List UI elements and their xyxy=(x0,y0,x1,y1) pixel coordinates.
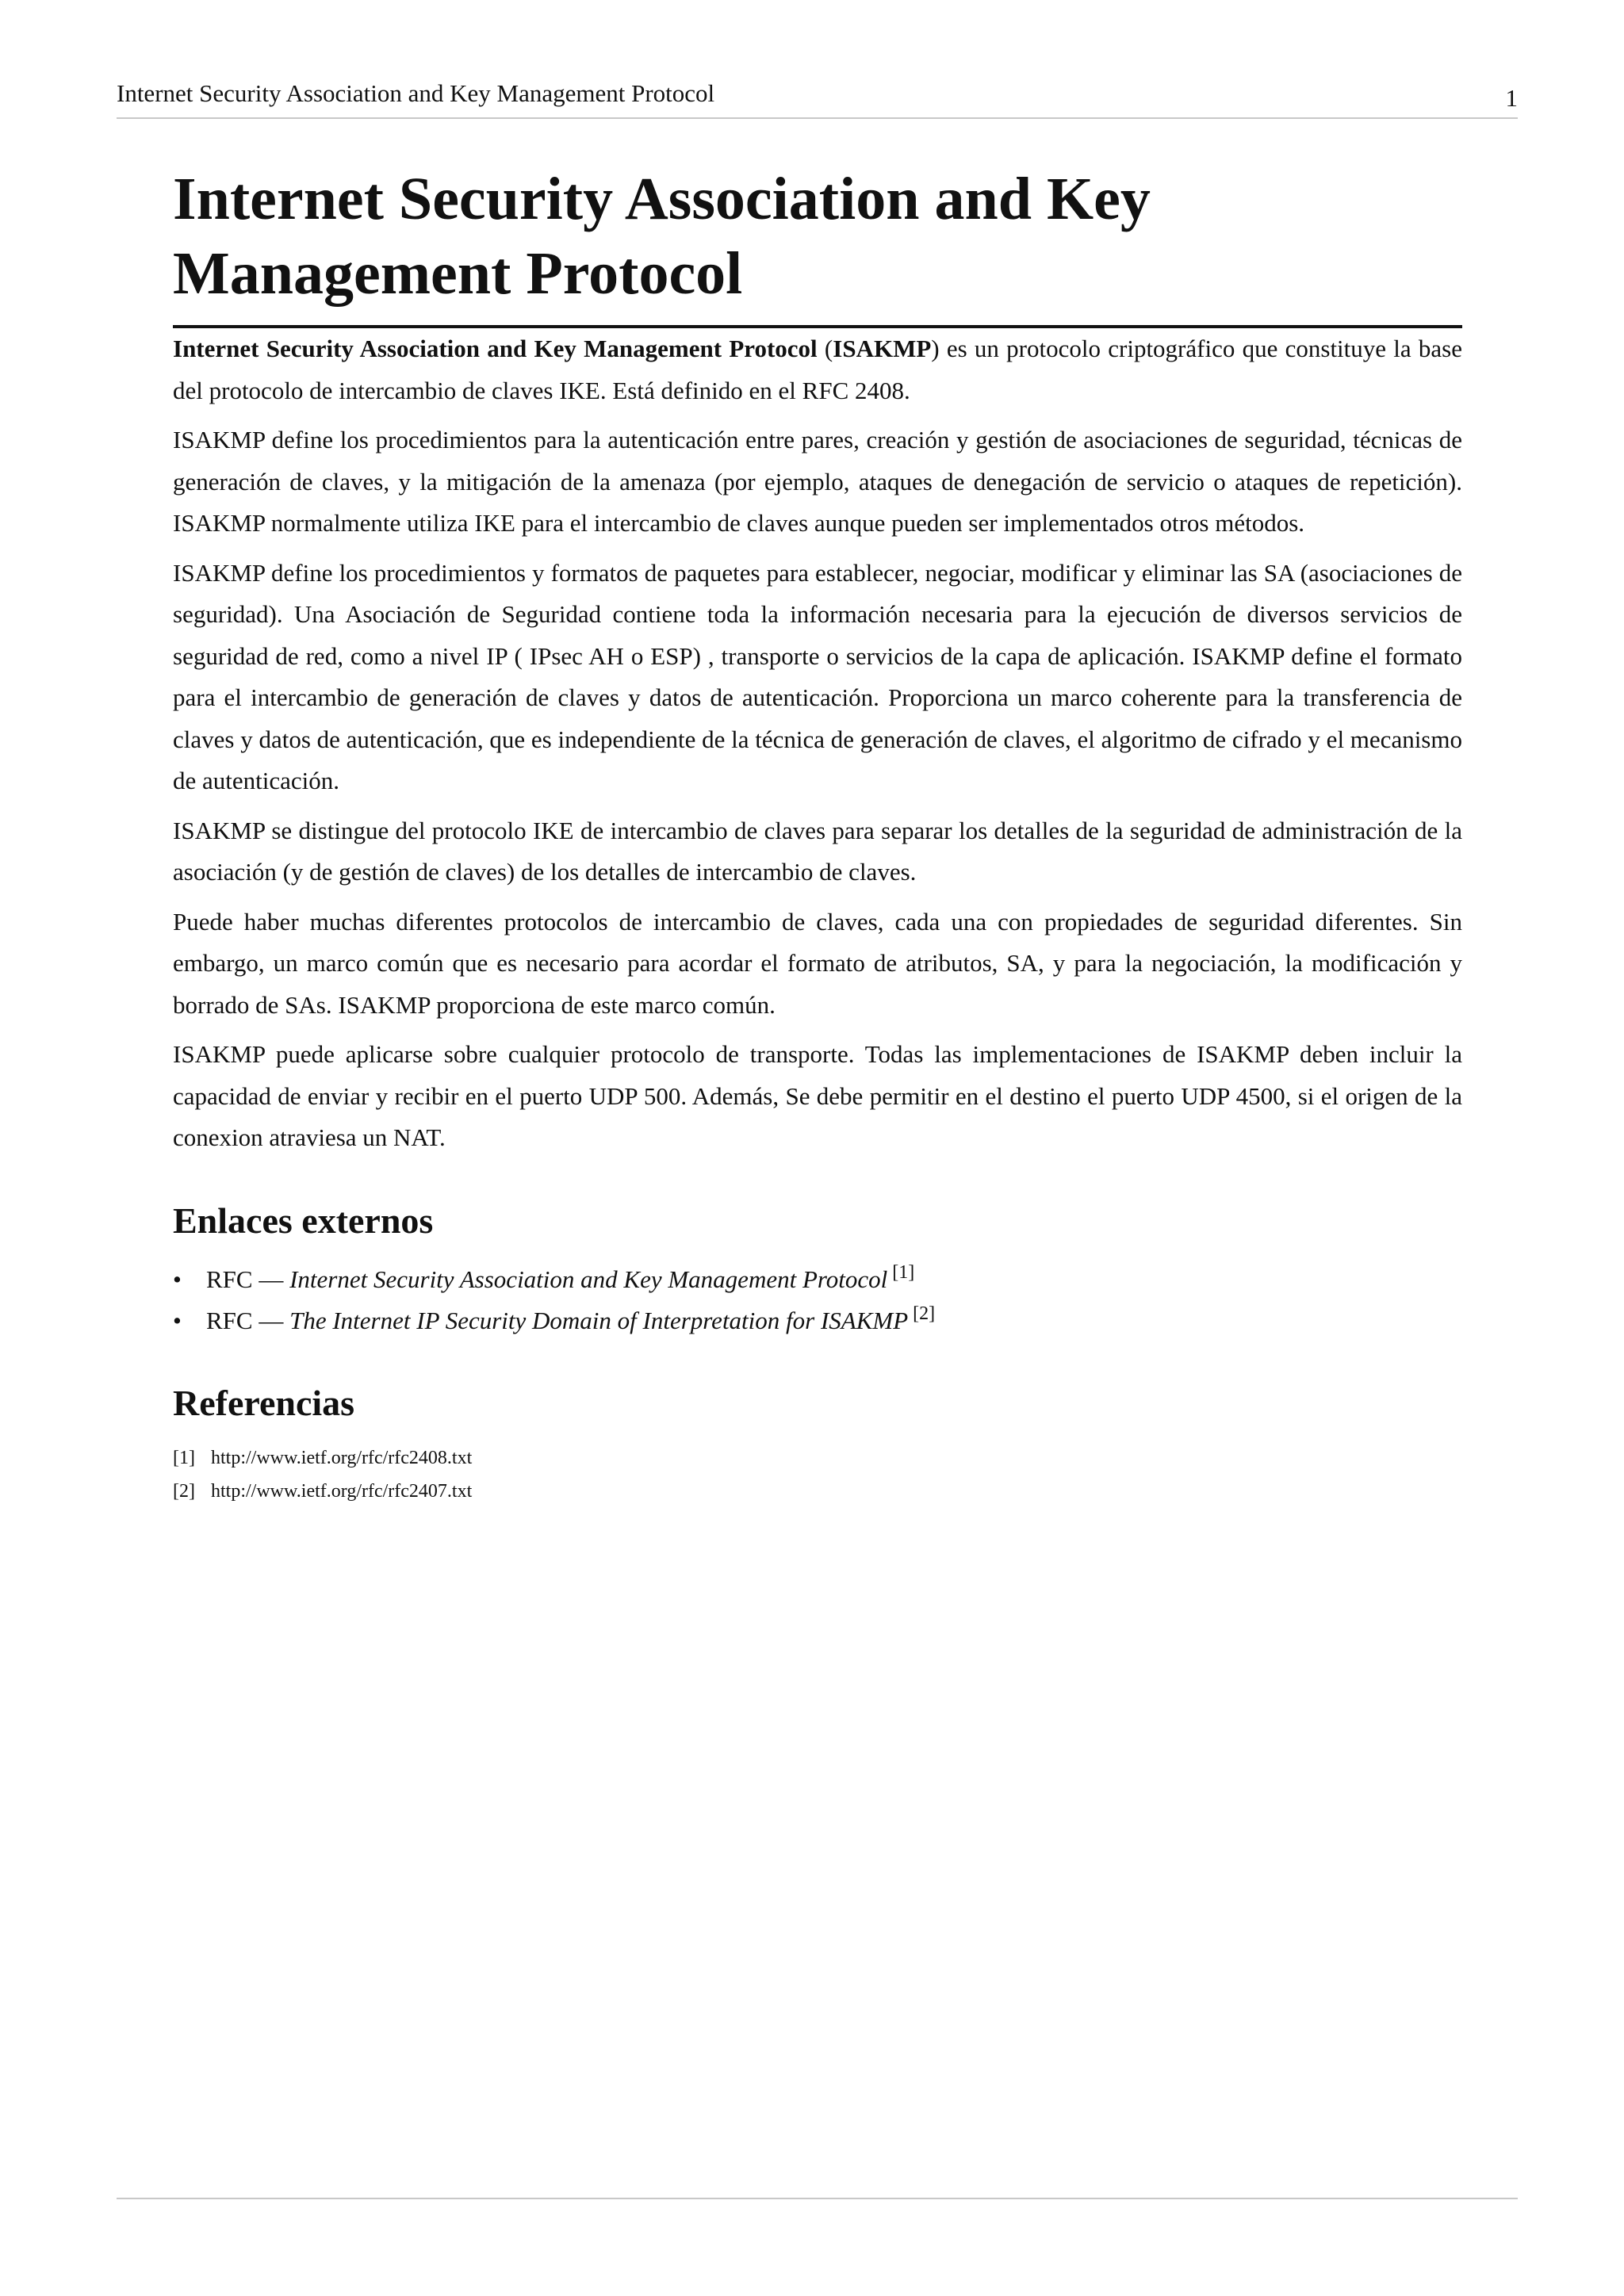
reference-number: [2] xyxy=(173,1480,195,1502)
lead-term: Internet Security Association and Key Management Protocol xyxy=(173,335,818,362)
reference-item xyxy=(173,1441,1462,1475)
reference-number: [1] xyxy=(173,1447,195,1468)
paragraph: ISAKMP define los procedimientos para la autenticación entre pares, creación y gestión de asociaciones de seguridad, técnicas de generación de claves, y la mitigación de la amenaza (por ejemplo, ataques de denegación de servicio o ataques de repetición). ISAKMP normalmente utiliza IKE para el intercambio de claves aunque pueden ser implementados otros métodos. xyxy=(173,426,1462,537)
bullet-icon: • xyxy=(173,1306,182,1334)
lead-paragraph xyxy=(173,328,1462,411)
external-link-item xyxy=(173,1300,1462,1341)
running-header xyxy=(117,76,1518,119)
article-body xyxy=(173,159,1462,1508)
running-header-title: Internet Security Association and Key Management Protocol xyxy=(117,79,715,107)
citation-ref[interactable]: [2] xyxy=(913,1303,936,1325)
article-title-line-2: Management Protocol xyxy=(173,240,743,307)
paragraph: ISAKMP define los procedimientos y formatos de paquetes para establecer, negociar, modificar y eliminar las SA (asociaciones de seguridad). Una Asociación de Seguridad contiene toda la información necesaria para la ejecución de diversos servicios de seguridad de red, como a nivel IP ( IPsec AH o ESP) , transporte o servicios de la capa de aplicación. ISAKMP define el formato para el intercambio de generación de claves y datos de autenticación. Proporciona un marco coherente para la transferencia de claves y datos de autenticación, que es independiente de la técnica de generación de claves, el algoritmo de cifrado y el mecanismo de autenticación. xyxy=(173,558,1462,794)
external-links-list xyxy=(173,1259,1462,1341)
lead-abbreviation: ISAKMP xyxy=(833,335,932,362)
lead-open-paren: ( xyxy=(817,335,833,362)
external-link-title[interactable]: Internet Security Association and Key Management Protocol xyxy=(289,1265,888,1293)
page-number: 1 xyxy=(1505,84,1518,112)
external-link-item xyxy=(173,1259,1462,1300)
external-links-heading: Enlaces externos xyxy=(173,1200,434,1241)
external-link-title[interactable]: The Internet IP Security Domain of Interpretation for ISAKMP xyxy=(289,1306,909,1334)
paragraph: ISAKMP se distingue del protocolo IKE de intercambio de claves para separar los detalles de la seguridad de administración de la asociación (y de gestión de claves) de los detalles de intercambio de claves. xyxy=(173,816,1462,886)
article-title xyxy=(173,159,1462,328)
references-list xyxy=(173,1441,1462,1508)
reference-url[interactable]: http://www.ietf.org/rfc/rfc2407.txt xyxy=(211,1480,473,1502)
reference-item xyxy=(173,1475,1462,1508)
references-heading: Referencias xyxy=(173,1382,355,1423)
citation-ref[interactable]: [1] xyxy=(892,1262,915,1284)
footer-divider xyxy=(117,2198,1518,2199)
external-link-prefix: RFC — xyxy=(206,1265,290,1293)
paragraph: Puede haber muchas diferentes protocolos de intercambio de claves, cada una con propiedades de seguridad diferentes. Sin embargo, un marco común que es necesario para acordar el formato de atributos, SA, y para la negociación, la modificación y borrado de SAs. ISAKMP proporciona de este marco común. xyxy=(173,907,1462,1019)
article-title-line-1: Internet Security Association and Key xyxy=(173,166,1151,232)
bullet-icon: • xyxy=(173,1265,182,1293)
external-link-prefix: RFC — xyxy=(206,1306,290,1334)
lead-rest: ) es un protocolo criptográfico que constituye la base del protocolo de intercambio de claves IKE. Está definido en el RFC 2408. xyxy=(173,335,1463,404)
reference-url[interactable]: http://www.ietf.org/rfc/rfc2408.txt xyxy=(211,1447,473,1468)
paragraph: ISAKMP puede aplicarse sobre cualquier protocolo de transporte. Todas las implementaciones de ISAKMP deben incluir la capacidad de enviar y recibir en el puerto UDP 500. Además, Se debe permitir en el destino el puerto UDP 4500, si el origen de la conexion atraviesa un NAT. xyxy=(173,1040,1462,1151)
